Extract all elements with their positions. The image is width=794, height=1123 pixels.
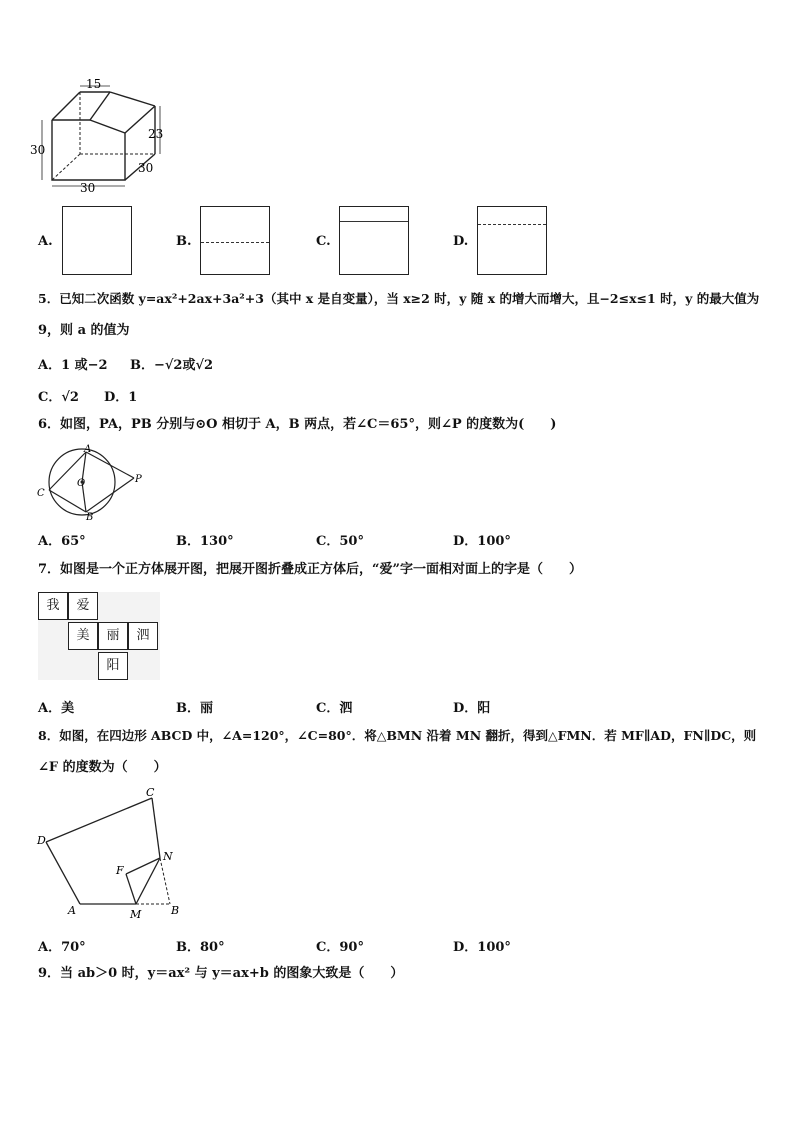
q7-option-d[interactable]: D．阳 xyxy=(453,701,491,716)
q6-circle-figure xyxy=(34,444,154,520)
q7-net-cell: 我 xyxy=(38,592,68,620)
q7-net-cell: 爱 xyxy=(68,592,98,620)
q7-net-cell: 泗 xyxy=(128,622,158,650)
q6-label-a: A xyxy=(84,444,92,455)
q8-label-f: F xyxy=(116,864,124,877)
q6-label-o: O xyxy=(77,478,86,489)
q7-option-b[interactable]: B．丽 xyxy=(176,701,213,716)
q6-option-d[interactable]: D．100° xyxy=(453,534,511,549)
q8-stem-line1: 8．如图，在四边形 ABCD 中，∠A=120°，∠C=80°．将△BMN 沿着 MN 翻折，得到△FMN．若 MF∥AD，FN∥DC，则 xyxy=(38,728,757,743)
q4-option-b-label[interactable]: B. xyxy=(176,234,192,249)
q4-label-left: 30 xyxy=(30,143,46,157)
q4-label-bottom: 30 xyxy=(80,181,96,195)
q8-option-b[interactable]: B．80° xyxy=(176,940,225,955)
q8-label-n: N xyxy=(163,850,173,863)
q8-option-c[interactable]: C．90° xyxy=(316,940,364,955)
q4-label-top: 15 xyxy=(86,77,102,91)
q6-stem: 6．如图，PA，PB 分别与⊙O 相切于 A，B 两点，若∠C＝65°，则∠P 的度数为( ) xyxy=(38,417,557,432)
q8-label-a: A xyxy=(68,904,76,917)
q4-option-a-view[interactable] xyxy=(62,206,132,275)
q5-stem-line2: 9，则 a 的值为 xyxy=(38,323,130,338)
q7-option-c[interactable]: C．泗 xyxy=(316,701,353,716)
q8-quadrilateral-figure xyxy=(34,786,194,922)
q4-option-d-label[interactable]: D. xyxy=(453,234,469,249)
q4-label-right: 23 xyxy=(148,127,164,141)
q8-label-b: B xyxy=(171,904,180,917)
q4-solid-figure xyxy=(30,76,170,196)
q4-option-c-view[interactable] xyxy=(339,206,409,275)
q6-label-b: B xyxy=(86,512,94,520)
q6-option-c[interactable]: C．50° xyxy=(316,534,364,549)
q6-option-a[interactable]: A．65° xyxy=(38,534,86,549)
q6-option-b[interactable]: B．130° xyxy=(176,534,234,549)
q8-stem-line2: ∠F 的度数为（ ） xyxy=(38,760,167,775)
q4-option-c-label[interactable]: C. xyxy=(316,234,331,249)
q5-option-c[interactable]: C．√2 xyxy=(38,390,79,405)
q6-label-p: P xyxy=(135,474,142,485)
q5-stem-line1: 5．已知二次函数 y=ax²+2ax+3a²+3（其中 x 是自变量），当 x≥2 时，y 随 x 的增大而增大，且−2≤x≤1 时，y 的最大值为 xyxy=(38,291,760,306)
q8-label-d: D xyxy=(37,834,46,847)
q9-stem: 9．当 ab＞0 时，y＝ax² 与 y＝ax+b 的图象大致是（ ） xyxy=(38,966,404,981)
q7-stem: 7．如图是一个正方体展开图，把展开图折叠成正方体后，“爱”字一面相对面上的字是（ ） xyxy=(38,562,583,577)
q7-net-cell: 丽 xyxy=(98,622,128,650)
q8-option-d[interactable]: D．100° xyxy=(453,940,511,955)
q5-option-a[interactable]: A．1 或−2 xyxy=(38,358,108,373)
q8-label-c: C xyxy=(146,786,155,799)
q8-label-m: M xyxy=(130,908,142,921)
q5-option-b[interactable]: B．−√2或√2 xyxy=(130,358,214,373)
q4-option-d-view[interactable] xyxy=(477,206,547,275)
q4-option-b-view[interactable] xyxy=(200,206,270,275)
q5-option-d[interactable]: D．1 xyxy=(104,390,138,405)
q4-option-a-label[interactable]: A. xyxy=(38,234,53,249)
q4-label-depth: 30 xyxy=(138,161,154,175)
q6-label-c: C xyxy=(37,488,45,499)
q7-net-cell: 阳 xyxy=(98,652,128,680)
q8-option-a[interactable]: A．70° xyxy=(38,940,86,955)
q7-option-a[interactable]: A．美 xyxy=(38,701,75,716)
q7-net-cell: 美 xyxy=(68,622,98,650)
q7-cube-net xyxy=(38,592,160,680)
